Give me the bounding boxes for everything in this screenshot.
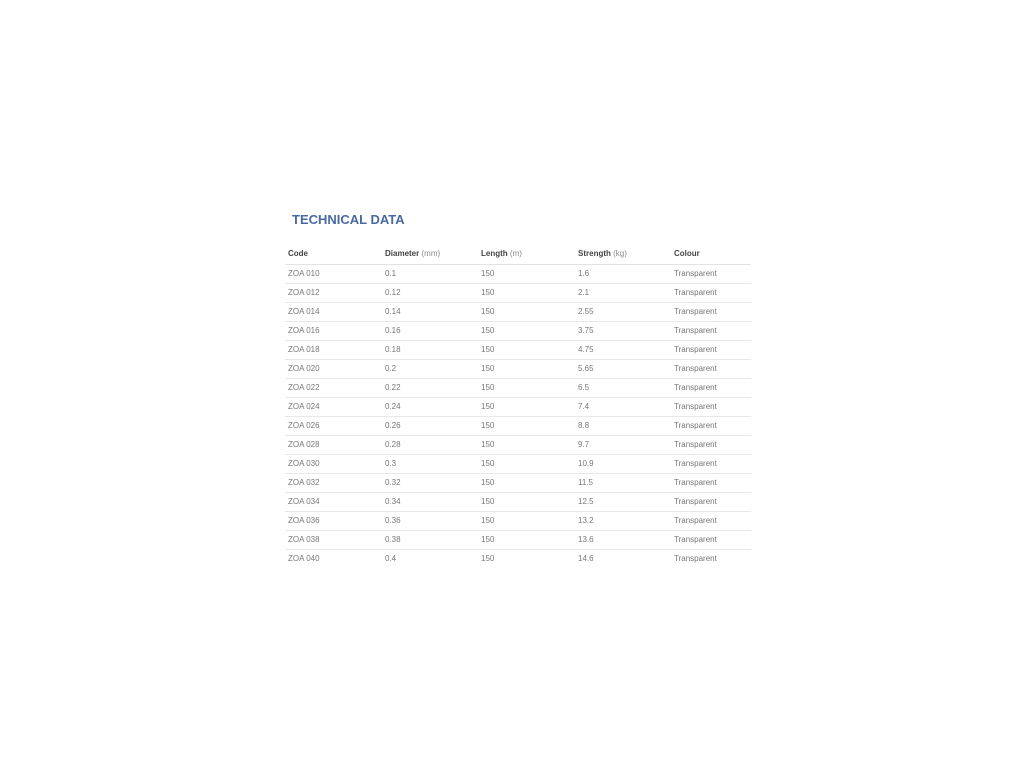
cell-code: ZOA 038 — [285, 531, 382, 550]
cell-length: 150 — [478, 341, 575, 360]
table-row — [285, 265, 751, 284]
cell-code: ZOA 024 — [285, 398, 382, 417]
cell-diameter: 0.2 — [382, 360, 478, 379]
cell-code: ZOA 022 — [285, 379, 382, 398]
cell-code: ZOA 016 — [285, 322, 382, 341]
cell-colour: Transparent — [671, 322, 751, 341]
header-label: Colour — [674, 249, 700, 258]
cell-colour: Transparent — [671, 379, 751, 398]
table-row — [285, 550, 751, 569]
header-length — [478, 244, 575, 265]
cell-colour: Transparent — [671, 436, 751, 455]
header-unit: (m) — [509, 249, 522, 258]
table-row — [285, 322, 751, 341]
cell-diameter: 0.24 — [382, 398, 478, 417]
cell-strength: 7.4 — [575, 398, 671, 417]
cell-length: 150 — [478, 455, 575, 474]
cell-strength: 12.5 — [575, 493, 671, 512]
cell-strength: 5.65 — [575, 360, 671, 379]
cell-colour: Transparent — [671, 265, 751, 284]
table-row — [285, 379, 751, 398]
cell-diameter: 0.36 — [382, 512, 478, 531]
cell-code: ZOA 014 — [285, 303, 382, 322]
cell-length: 150 — [478, 417, 575, 436]
cell-length: 150 — [478, 531, 575, 550]
cell-strength: 6.5 — [575, 379, 671, 398]
table-row — [285, 436, 751, 455]
cell-strength: 3.75 — [575, 322, 671, 341]
cell-length: 150 — [478, 284, 575, 303]
cell-code: ZOA 030 — [285, 455, 382, 474]
table-row — [285, 341, 751, 360]
section-title: TECHNICAL DATA — [292, 212, 405, 227]
table-row — [285, 303, 751, 322]
header-label: Code — [288, 249, 308, 258]
table-row — [285, 512, 751, 531]
cell-colour: Transparent — [671, 493, 751, 512]
cell-length: 150 — [478, 512, 575, 531]
table-row — [285, 455, 751, 474]
cell-strength: 1.6 — [575, 265, 671, 284]
header-diameter — [382, 244, 478, 265]
cell-strength: 4.75 — [575, 341, 671, 360]
cell-diameter: 0.22 — [382, 379, 478, 398]
cell-length: 150 — [478, 379, 575, 398]
cell-code: ZOA 026 — [285, 417, 382, 436]
cell-code: ZOA 020 — [285, 360, 382, 379]
header-label: Strength — [578, 249, 611, 258]
cell-length: 150 — [481, 554, 495, 563]
table-row — [285, 417, 751, 436]
header-code — [285, 244, 382, 265]
cell-colour: Transparent — [671, 474, 751, 493]
cell-colour: Transparent — [674, 554, 717, 563]
cell-diameter: 0.34 — [382, 493, 478, 512]
cell-diameter: 0.1 — [382, 265, 478, 284]
cell-strength: 10.9 — [575, 455, 671, 474]
cell-colour: Transparent — [671, 398, 751, 417]
cell-diameter: 0.3 — [382, 455, 478, 474]
cell-colour: Transparent — [671, 531, 751, 550]
cell-diameter: 0.14 — [382, 303, 478, 322]
technical-data-section — [285, 212, 751, 568]
cell-length: 150 — [478, 322, 575, 341]
header-unit: (kg) — [613, 249, 627, 258]
cell-diameter: 0.26 — [382, 417, 478, 436]
cell-code: ZOA 034 — [285, 493, 382, 512]
cell-strength: 9.7 — [575, 436, 671, 455]
cell-strength: 13.6 — [575, 531, 671, 550]
cell-diameter: 0.16 — [382, 322, 478, 341]
table-row — [285, 531, 751, 550]
header-unit: (mm) — [421, 249, 441, 258]
cell-code: ZOA 040 — [288, 554, 320, 563]
cell-colour: Transparent — [671, 512, 751, 531]
cell-colour: Transparent — [671, 417, 751, 436]
cell-diameter: 0.12 — [382, 284, 478, 303]
cell-colour: Transparent — [671, 455, 751, 474]
cell-code: ZOA 032 — [285, 474, 382, 493]
cell-strength: 2.55 — [575, 303, 671, 322]
cell-strength: 2.1 — [575, 284, 671, 303]
cell-length: 150 — [478, 398, 575, 417]
header-label: Length — [481, 249, 508, 258]
cell-strength: 11.5 — [575, 474, 671, 493]
cell-length: 150 — [478, 265, 575, 284]
cell-strength: 14.6 — [578, 554, 594, 563]
table-row — [285, 474, 751, 493]
cell-diameter: 0.28 — [382, 436, 478, 455]
cell-length: 150 — [478, 436, 575, 455]
header-strength — [575, 244, 671, 265]
cell-colour: Transparent — [671, 303, 751, 322]
cell-code: ZOA 010 — [285, 265, 382, 284]
cell-strength: 13.2 — [575, 512, 671, 531]
cell-length: 150 — [478, 474, 575, 493]
cell-code: ZOA 036 — [285, 512, 382, 531]
cell-colour: Transparent — [671, 360, 751, 379]
table-row — [285, 398, 751, 417]
cell-length: 150 — [478, 360, 575, 379]
table-header-row — [285, 244, 751, 265]
cell-diameter: 0.4 — [385, 554, 397, 563]
cell-colour: Transparent — [671, 341, 751, 360]
cell-diameter: 0.38 — [382, 531, 478, 550]
cell-code: ZOA 028 — [285, 436, 382, 455]
cell-length: 150 — [478, 493, 575, 512]
table-row — [285, 493, 751, 512]
header-colour — [671, 244, 751, 265]
cell-code: ZOA 012 — [285, 284, 382, 303]
table-body — [285, 265, 751, 569]
cell-diameter: 0.18 — [382, 341, 478, 360]
table-row — [285, 284, 751, 303]
technical-data-table — [285, 244, 751, 568]
cell-diameter: 0.32 — [382, 474, 478, 493]
cell-length: 150 — [478, 303, 575, 322]
table-row — [285, 360, 751, 379]
cell-strength: 8.8 — [575, 417, 671, 436]
cell-colour: Transparent — [671, 284, 751, 303]
cell-code: ZOA 018 — [285, 341, 382, 360]
header-label: Diameter — [385, 249, 420, 258]
